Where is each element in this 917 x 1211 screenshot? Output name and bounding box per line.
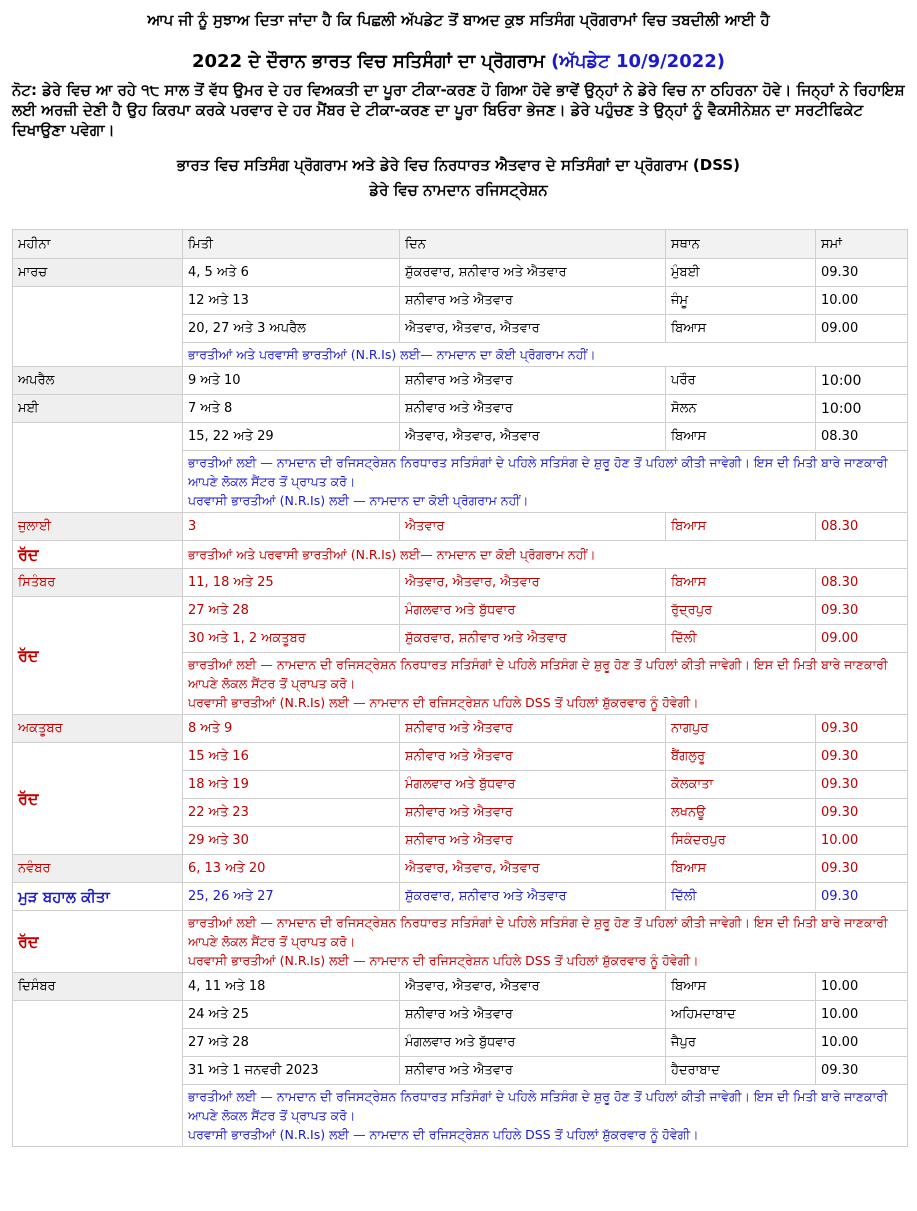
col-time: ਸਮਾਂ [816,230,908,259]
day-cell: ਐਤਵਾਰ, ਐਤਵਾਰ, ਐਤਵਾਰ [400,569,666,597]
month-cell-blank [13,287,183,367]
place-cell: ਬਿਆਸ [666,855,816,883]
time-cell: 10.00 [816,973,908,1001]
time-cell: 09.00 [816,625,908,653]
vaccination-note: ਨੋਟ: ਡੇਰੇ ਵਿਚ ਆ ਰਹੇ ੧੮ ਸਾਲ ਤੋਂ ਵੱਧ ਉਮਰ ਦੇ ਹਰ ਵਿਅਕਤੀ ਦਾ ਪੂਰਾ ਟੀਕਾ-ਕਰਣ ਹੋ ਗਿਆ ਹੋਵੇ ਭਾਵੇਂ ਉਨ੍ਹਾਂ ਨੇ ਡੇਰੇ ਵਿਚ ਨਾ ਠਹਿਰਨਾ ਹੋਵੇ। ਜਿਨ੍ਹਾਂ ਨੇ ਰਿਹਾਇਸ਼ ਲਈ ਅਰਜ਼ੀ ਦੇਣੀ ਹੈ ਉਹ ਕਿਰਪਾ ਕਰਕੇ ਪਰਵਾਰ ਦੇ ਹਰ ਮੈਂਬਰ ਦੇ ਟੀਕਾ-ਕਰਣ ਦਾ ਪੂਰਾ ਬਿਓਰਾ ਭੇਜਣ। ਡੇਰੇ ਪਹੁੰਚਣ ਤੇ ਉਨ੍ਹਾਂ ਨੂੰ ਵੈਕਸੀਨੇਸ਼ਨ ਦਾ ਸਰਟੀਫਿਕੇਟ ਦਿਖਾਉਣਾ ਪਵੇਗਾ। [12,81,905,139]
month-cell: ਨਵੰਬਰ [13,855,183,883]
table-row [13,715,908,743]
place-cell: ਕੋਲਕਾਤਾ [666,771,816,799]
date-cell: 31 ਅਤੇ 1 ਜਨਵਰੀ 2023 [183,1057,400,1085]
day-cell: ਸ਼ਨੀਵਾਰ ਅਤੇ ਐਤਵਾਰ [400,1057,666,1085]
date-cell: 4, 5 ਅਤੇ 6 [183,259,400,287]
date-cell: 15, 22 ਅਤੇ 29 [183,423,400,451]
notice-line: ਆਪ ਜੀ ਨੂੰ ਸੁਝਾਅ ਦਿਤਾ ਜਾਂਦਾ ਹੈ ਕਿ ਪਿਛਲੀ ਅੱਪਡੇਟ ਤੋਂ ਬਾਅਦ ਕੁਝ ਸਤਿਸੰਗ ਪ੍ਰੋਗਰਾਮਾਂ ਵਿਚ ਤਬਦੀਲੀ ਆਈ ਹੈ [147,11,770,29]
day-cell: ਐਤਵਾਰ, ਐਤਵਾਰ, ਐਤਵਾਰ [400,423,666,451]
day-cell: ਸ਼ਨੀਵਾਰ ਅਤੇ ਐਤਵਾਰ [400,367,666,395]
initiation-note [183,1085,908,1147]
table-row [13,287,908,315]
time-cell: 10.00 [816,1029,908,1057]
day-cell: ਸ਼ੁੱਕਰਵਾਰ, ਸ਼ਨੀਵਾਰ ਅਤੇ ਐਤਵਾਰ [400,625,666,653]
cancelled-label: ਰੱਦ [13,541,183,569]
time-cell: 10.00 [816,287,908,315]
subtitle-registration: ਡੇਰੇ ਵਿਚ ਨਾਮਦਾਨ ਰਜਿਸਟ੍ਰੇਸ਼ਨ [369,181,548,199]
day-cell: ਮੰਗਲਵਾਰ ਅਤੇ ਬੁੱਧਵਾਰ [400,597,666,625]
place-cell: ਬਿਆਸ [666,569,816,597]
initiation-note: ਭਾਰਤੀਆਂ ਅਤੇ ਪਰਵਾਸੀ ਭਾਰਤੀਆਂ (N.R.Is) ਲਈ— ਨਾਮਦਾਨ ਦਾ ਕੋਈ ਪ੍ਰੋਗਰਾਮ ਨਹੀਂ। [183,343,908,367]
date-cell: 11, 18 ਅਤੇ 25 [183,569,400,597]
month-cell: ਮਈ [13,395,183,423]
place-cell: ਹੈਦਰਾਬਾਦ [666,1057,816,1085]
date-cell: 27 ਅਤੇ 28 [183,1029,400,1057]
month-cell-blank [13,423,183,513]
time-cell: 09.30 [816,597,908,625]
subtitle-program: ਭਾਰਤ ਵਿਚ ਸਤਿਸੰਗ ਪ੍ਰੋਗਰਾਮ ਅਤੇ ਡੇਰੇ ਵਿਚ ਨਿਰਧਾਰਤ ਐਤਵਾਰ ਦੇ ਸਤਿਸੰਗਾਂ ਦਾ ਪ੍ਰੋਗਰਾਮ (DSS) [176,156,740,174]
day-cell: ਮੰਗਲਵਾਰ ਅਤੇ ਬੁੱਧਵਾਰ [400,1029,666,1057]
date-cell: 3 [183,513,400,541]
place-cell: ਦਿੱਲੀ [666,625,816,653]
date-cell: 22 ਅਤੇ 23 [183,799,400,827]
table-row [13,367,908,395]
note-nris: ਪਰਵਾਸੀ ਭਾਰਤੀਆਂ (N.R.Is) ਲਈ — ਨਾਮਦਾਨ ਦੀ ਰਜਿਸਟ੍ਰੇਸ਼ਨ ਪਹਿਲੇ DSS ਤੋਂ ਪਹਿਲਾਂ ਸ਼ੁੱਕਰਵਾਰ ਨੂੰ ਹੋਵੇਗੀ। [188,953,699,968]
date-cell: 20, 27 ਅਤੇ 3 ਅਪਰੈਲ [183,315,400,343]
day-cell: ਸ਼ਨੀਵਾਰ ਅਤੇ ਐਤਵਾਰ [400,799,666,827]
note-indians: ਭਾਰਤੀਆਂ ਲਈ — ਨਾਮਦਾਨ ਦੀ ਰਜਿਸਟ੍ਰੇਸ਼ਨ ਨਿਰਧਾਰਤ ਸਤਿਸੰਗਾਂ ਦੇ ਪਹਿਲੇ ਸਤਿਸੰਗ ਦੇ ਸ਼ੁਰੂ ਹੋਣ ਤੋਂ ਪਹਿਲਾਂ ਕੀਤੀ ਜਾਵੇਗੀ। ਇਸ ਦੀ ਮਿਤੀ ਬਾਰੇ ਜਾਣਕਾਰੀ ਆਪਣੇ ਲੋਕਲ ਸੈਂਟਰ ਤੋਂ ਪ੍ਰਾਪਤ ਕਰੋ। [188,455,888,489]
table-row [13,569,908,597]
day-cell: ਸ਼ੁੱਕਰਵਾਰ, ਸ਼ਨੀਵਾਰ ਅਤੇ ਐਤਵਾਰ [400,883,666,911]
time-cell: 09.30 [816,771,908,799]
table-row [13,1001,908,1029]
day-cell: ਐਤਵਾਰ, ਐਤਵਾਰ, ਐਤਵਾਰ [400,315,666,343]
table-row [13,597,908,625]
table-row [13,743,908,771]
month-cell: ਜੁਲਾਈ [13,513,183,541]
month-cell: ਮਾਰਚ [13,259,183,287]
place-cell: ਬਿਆਸ [666,513,816,541]
place-cell: ਬਿਆਸ [666,423,816,451]
col-place: ਸਥਾਨ [666,230,816,259]
note-indians: ਭਾਰਤੀਆਂ ਲਈ — ਨਾਮਦਾਨ ਦੀ ਰਜਿਸਟ੍ਰੇਸ਼ਨ ਨਿਰਧਾਰਤ ਸਤਿਸੰਗਾਂ ਦੇ ਪਹਿਲੇ ਸਤਿਸੰਗ ਦੇ ਸ਼ੁਰੂ ਹੋਣ ਤੋਂ ਪਹਿਲਾਂ ਕੀਤੀ ਜਾਵੇਗੀ। ਇਸ ਦੀ ਮਿਤੀ ਬਾਰੇ ਜਾਣਕਾਰੀ ਆਪਣੇ ਲੋਕਲ ਸੈਂਟਰ ਤੋਂ ਪ੍ਰਾਪਤ ਕਰੋ। [188,657,888,691]
day-cell: ਸ਼ਨੀਵਾਰ ਅਤੇ ਐਤਵਾਰ [400,287,666,315]
day-cell: ਸ਼ੁੱਕਰਵਾਰ, ਸ਼ਨੀਵਾਰ ਅਤੇ ਐਤਵਾਰ [400,259,666,287]
day-cell: ਸ਼ਨੀਵਾਰ ਅਤੇ ਐਤਵਾਰ [400,395,666,423]
date-cell: 24 ਅਤੇ 25 [183,1001,400,1029]
place-cell: ਬਿਆਸ [666,315,816,343]
table-row [13,513,908,541]
note-indians: ਭਾਰਤੀਆਂ ਲਈ — ਨਾਮਦਾਨ ਦੀ ਰਜਿਸਟ੍ਰੇਸ਼ਨ ਨਿਰਧਾਰਤ ਸਤਿਸੰਗਾਂ ਦੇ ਪਹਿਲੇ ਸਤਿਸੰਗ ਦੇ ਸ਼ੁਰੂ ਹੋਣ ਤੋਂ ਪਹਿਲਾਂ ਕੀਤੀ ਜਾਵੇਗੀ। ਇਸ ਦੀ ਮਿਤੀ ਬਾਰੇ ਜਾਣਕਾਰੀ ਆਪਣੇ ਲੋਕਲ ਸੈਂਟਰ ਤੋਂ ਪ੍ਰਾਪਤ ਕਰੋ। [188,1089,888,1123]
month-cell: ਸਿਤੰਬਰ [13,569,183,597]
time-cell: 09.30 [816,743,908,771]
time-cell: 10:00 [816,395,908,423]
place-cell: ਬਿਆਸ [666,973,816,1001]
table-row [13,423,908,451]
page-title [0,49,917,75]
day-cell: ਸ਼ਨੀਵਾਰ ਅਤੇ ਐਤਵਾਰ [400,827,666,855]
place-cell: ਮੁੰਬਈ [666,259,816,287]
time-cell: 09.30 [816,883,908,911]
day-cell: ਸ਼ਨੀਵਾਰ ਅਤੇ ਐਤਵਾਰ [400,1001,666,1029]
note-nris: ਪਰਵਾਸੀ ਭਾਰਤੀਆਂ (N.R.Is) ਲਈ — ਨਾਮਦਾਨ ਦੀ ਰਜਿਸਟ੍ਰੇਸ਼ਨ ਪਹਿਲੇ DSS ਤੋਂ ਪਹਿਲਾਂ ਸ਼ੁੱਕਰਵਾਰ ਨੂੰ ਹੋਵੇਗੀ। [188,1127,699,1142]
month-cell-blank [13,1001,183,1147]
place-cell: ਨਾਗਪੁਰ [666,715,816,743]
date-cell: 7 ਅਤੇ 8 [183,395,400,423]
date-cell: 30 ਅਤੇ 1, 2 ਅਕਤੂਬਰ [183,625,400,653]
table-header [13,230,908,259]
initiation-note: ਭਾਰਤੀਆਂ ਅਤੇ ਪਰਵਾਸੀ ਭਾਰਤੀਆਂ (N.R.Is) ਲਈ— ਨਾਮਦਾਨ ਦਾ ਕੋਈ ਪ੍ਰੋਗਰਾਮ ਨਹੀਂ। [183,541,908,569]
note-indians: ਭਾਰਤੀਆਂ ਲਈ — ਨਾਮਦਾਨ ਦੀ ਰਜਿਸਟ੍ਰੇਸ਼ਨ ਨਿਰਧਾਰਤ ਸਤਿਸੰਗਾਂ ਦੇ ਪਹਿਲੇ ਸਤਿਸੰਗ ਦੇ ਸ਼ੁਰੂ ਹੋਣ ਤੋਂ ਪਹਿਲਾਂ ਕੀਤੀ ਜਾਵੇਗੀ। ਇਸ ਦੀ ਮਿਤੀ ਬਾਰੇ ਜਾਣਕਾਰੀ ਆਪਣੇ ਲੋਕਲ ਸੈਂਟਰ ਤੋਂ ਪ੍ਰਾਪਤ ਕਰੋ। [188,915,888,949]
time-cell: 09.30 [816,1057,908,1085]
date-cell: 12 ਅਤੇ 13 [183,287,400,315]
note-nris: ਪਰਵਾਸੀ ਭਾਰਤੀਆਂ (N.R.Is) ਲਈ — ਨਾਮਦਾਨ ਦੀ ਰਜਿਸਟ੍ਰੇਸ਼ਨ ਪਹਿਲੇ DSS ਤੋਂ ਪਹਿਲਾਂ ਸ਼ੁੱਕਰਵਾਰ ਨੂੰ ਹੋਵੇਗੀ। [188,695,699,710]
month-cell: ਅਕਤੂਬਰ [13,715,183,743]
place-cell: ਜੰਮੂ [666,287,816,315]
col-day: ਦਿਨ [400,230,666,259]
place-cell: ਪਰੌਰ [666,367,816,395]
cancelled-label: ਰੱਦ [13,911,183,973]
initiation-note [183,653,908,715]
time-cell: 08.30 [816,569,908,597]
day-cell: ਮੰਗਲਵਾਰ ਅਤੇ ਬੁੱਧਵਾਰ [400,771,666,799]
place-cell: ਸੋਲਨ [666,395,816,423]
time-cell: 09.30 [816,799,908,827]
schedule-table [12,229,908,1147]
date-cell: 29 ਅਤੇ 30 [183,827,400,855]
update-date: (ਅੱਪਡੇਟ 10/9/2022) [551,51,725,72]
date-cell: 9 ਅਤੇ 10 [183,367,400,395]
initiation-note [183,451,908,513]
place-cell: ਲਖਨਊ [666,799,816,827]
note-nris: ਪਰਵਾਸੀ ਭਾਰਤੀਆਂ (N.R.Is) ਲਈ — ਨਾਮਦਾਨ ਦਾ ਕੋਈ ਪ੍ਰੋਗਰਾਮ ਨਹੀਂ। [188,493,529,508]
day-cell: ਐਤਵਾਰ, ਐਤਵਾਰ, ਐਤਵਾਰ [400,973,666,1001]
time-cell: 09.30 [816,715,908,743]
time-cell: 09.00 [816,315,908,343]
time-cell: 08.30 [816,513,908,541]
day-cell: ਐਤਵਾਰ, ਐਤਵਾਰ, ਐਤਵਾਰ [400,855,666,883]
table-row [13,973,908,1001]
date-cell: 6, 13 ਅਤੇ 20 [183,855,400,883]
date-cell: 4, 11 ਅਤੇ 18 [183,973,400,1001]
table-row [13,395,908,423]
month-cell: ਅਪਰੈਲ [13,367,183,395]
cancelled-label: ਰੱਦ [13,597,183,715]
time-cell: 10.00 [816,827,908,855]
place-cell: ਬੈਂਗਲੁਰੂ [666,743,816,771]
place-cell: ਰੁੱਦ੍ਰਪੁਰ [666,597,816,625]
date-cell: 18 ਅਤੇ 19 [183,771,400,799]
time-cell: 10.00 [816,1001,908,1029]
day-cell: ਸ਼ਨੀਵਾਰ ਅਤੇ ਐਤਵਾਰ [400,743,666,771]
initiation-note [183,911,908,973]
place-cell: ਸਿਕੰਦਰਪੁਰ [666,827,816,855]
title-text: 2022 ਦੇ ਦੌਰਾਨ ਭਾਰਤ ਵਿਚ ਸਤਿਸੰਗਾਂ ਦਾ ਪ੍ਰੋਗਰਾਮ [192,51,545,72]
restored-label: ਮੁੜ ਬਹਾਲ ਕੀਤਾ [13,883,183,911]
date-cell: 25, 26 ਅਤੇ 27 [183,883,400,911]
table-row [13,883,908,911]
day-cell: ਐਤਵਾਰ [400,513,666,541]
place-cell: ਅਹਿਮਦਾਬਾਦ [666,1001,816,1029]
date-cell: 27 ਅਤੇ 28 [183,597,400,625]
table-row [13,259,908,287]
place-cell: ਦਿੱਲੀ [666,883,816,911]
time-cell: 09.30 [816,259,908,287]
time-cell: 09.30 [816,855,908,883]
col-date: ਮਿਤੀ [183,230,400,259]
place-cell: ਜੈਪੁਰ [666,1029,816,1057]
date-cell: 8 ਅਤੇ 9 [183,715,400,743]
month-cell: ਦਿਸੰਬਰ [13,973,183,1001]
date-cell: 15 ਅਤੇ 16 [183,743,400,771]
col-month: ਮਹੀਨਾ [13,230,183,259]
day-cell: ਸ਼ਨੀਵਾਰ ਅਤੇ ਐਤਵਾਰ [400,715,666,743]
note-row [13,541,908,569]
note-row [13,911,908,973]
cancelled-label: ਰੱਦ [13,743,183,855]
time-cell: 10:00 [816,367,908,395]
time-cell: 08.30 [816,423,908,451]
table-row [13,855,908,883]
